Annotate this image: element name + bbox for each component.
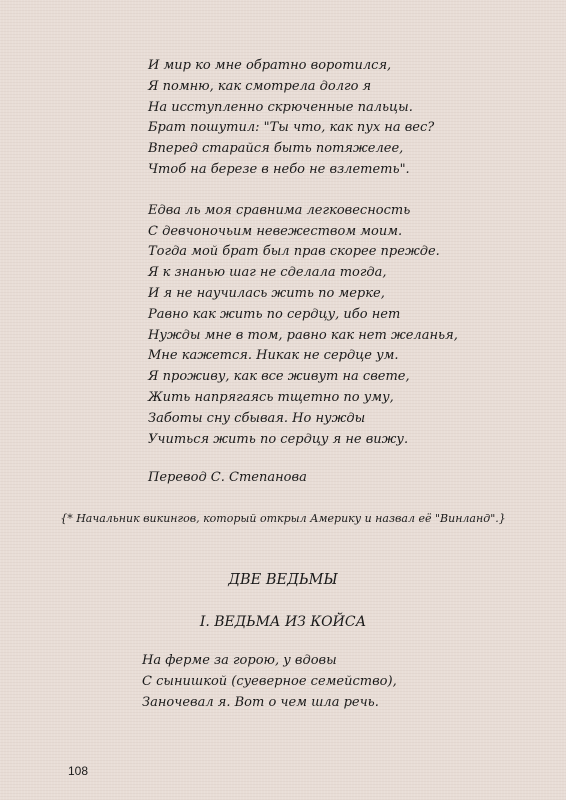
poem-line: Брат пошутил: "Ты что, как пух на вес? <box>148 120 435 136</box>
stanza-1 <box>148 56 458 181</box>
poem-line: Учиться жить по сердцу я не вижу. <box>148 431 409 447</box>
poem-line: Я к знанью шаг не сделала тогда, <box>148 265 387 281</box>
poem-line: Едва ль моя сравнима легковесность <box>148 202 411 218</box>
poem-line: Чтоб на березе в небо не взлететь". <box>148 161 410 177</box>
page-number: 108 <box>68 764 89 778</box>
poem-line: С сынишкой (суеверное семейство), <box>142 674 397 689</box>
poem-line: На ферме за горою, у вдовы <box>142 653 337 668</box>
poem-subtitle: I. ВЕДЬМА ИЗ КОЙСА <box>199 614 367 630</box>
footnote: {* Начальник викингов, который открыл Америку и назвал её "Винланд".} <box>60 512 506 525</box>
poem-line: Равно как жить по сердцу, ибо нет <box>148 306 401 322</box>
poem-line: Заночевал я. Вот о чем шла речь. <box>142 695 379 710</box>
poem-line: С девчоночьим невежеством моим. <box>148 223 403 239</box>
translator-credit: Перевод С. Степанова <box>148 470 307 485</box>
poem-line: На исступленно скрюченные пальцы. <box>148 99 413 115</box>
poem-line: Вперед старайся быть потяжелее, <box>148 141 404 157</box>
poem-line: Тогда мой брат был прав скорее прежде. <box>148 244 440 260</box>
poem-line: Я помню, как смотрела долго я <box>148 78 372 94</box>
poem-line: Нужды мне в том, равно как нет желанья, <box>148 327 458 343</box>
poem-line: Жить напрягаясь тщетно по уму, <box>148 389 394 405</box>
poem-line: Заботы сну сбывая. Но нужды <box>148 410 366 426</box>
poem-line: Мне кажется. Никак не сердце ум. <box>148 348 399 364</box>
poem-title: ДВЕ ВЕДЬМЫ <box>228 572 338 588</box>
poem-line: И мир ко мне обратно воротился, <box>148 58 392 73</box>
poem-line: И я не научилась жить по мерке, <box>148 285 385 301</box>
stanza-2 <box>148 201 458 451</box>
poem-line: Я проживу, как все живут на свете, <box>148 369 410 385</box>
next-poem-text <box>142 650 397 713</box>
poem-text <box>148 56 458 450</box>
